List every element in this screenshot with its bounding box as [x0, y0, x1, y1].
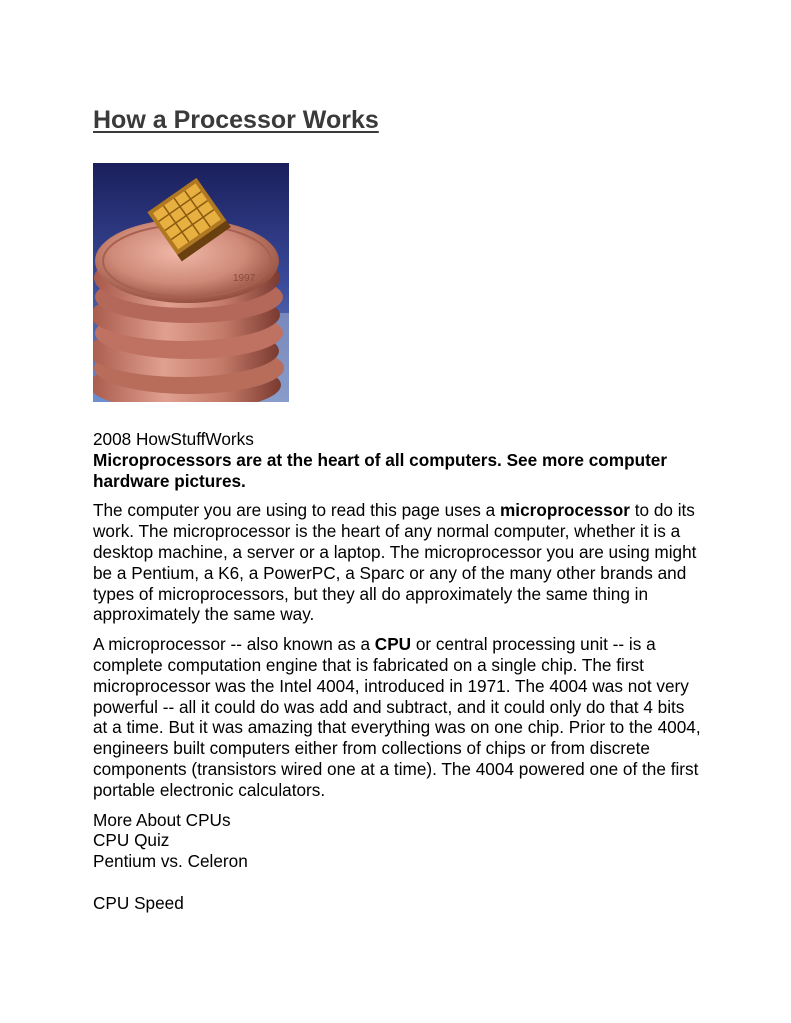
- image-credit: 2008 HowStuffWorks: [93, 429, 254, 449]
- cpu-speed-link[interactable]: CPU Speed: [93, 892, 184, 913]
- svg-text:1997: 1997: [233, 273, 256, 284]
- cpu-term: CPU: [374, 634, 412, 655]
- pentium-vs-celeron-link[interactable]: Pentium vs. Celeron: [93, 851, 248, 872]
- page-title: How a Processor Works: [93, 106, 379, 134]
- cpu-quiz-link[interactable]: CPU Quiz: [93, 830, 170, 851]
- paragraph-2: A microprocessor -- also known as a CPU or central processing unit -- is a complete computation engine that is fabricated on a single chip. The first microprocessor was the Intel 4004, introduced in 1971. The 4004 was not very powerful -- all it could do was add and subtract, and it could only do that 4 bits at a time. But it was amazing that everything was on one chip. Prior to the 4004, engineers built computers either from collections of chips or from discrete components (transistors wired one at a time). The 4004 powered one of the first portable electronic calculators.: [93, 634, 701, 800]
- microprocessor-term: microprocessor: [500, 500, 630, 521]
- related-heading: More About CPUs: [93, 809, 231, 830]
- image-caption: Microprocessors are at the heart of all computers. See more computer hardware pictures.: [93, 449, 668, 491]
- related-links: [93, 810, 703, 914]
- paragraph-1: The computer you are using to read this page uses a microprocessor to do its work. The microprocessor is the heart of any normal computer, whether it is a desktop machine, a server or a laptop. The microprocessor you are using might be a Pentium, a K6, a PowerPC, a Sparc or any of the many other brands and types of microprocessors, but they all do approximately the same thing in approximately the same way.: [93, 500, 697, 625]
- microprocessor-on-pennies-image: [93, 163, 289, 402]
